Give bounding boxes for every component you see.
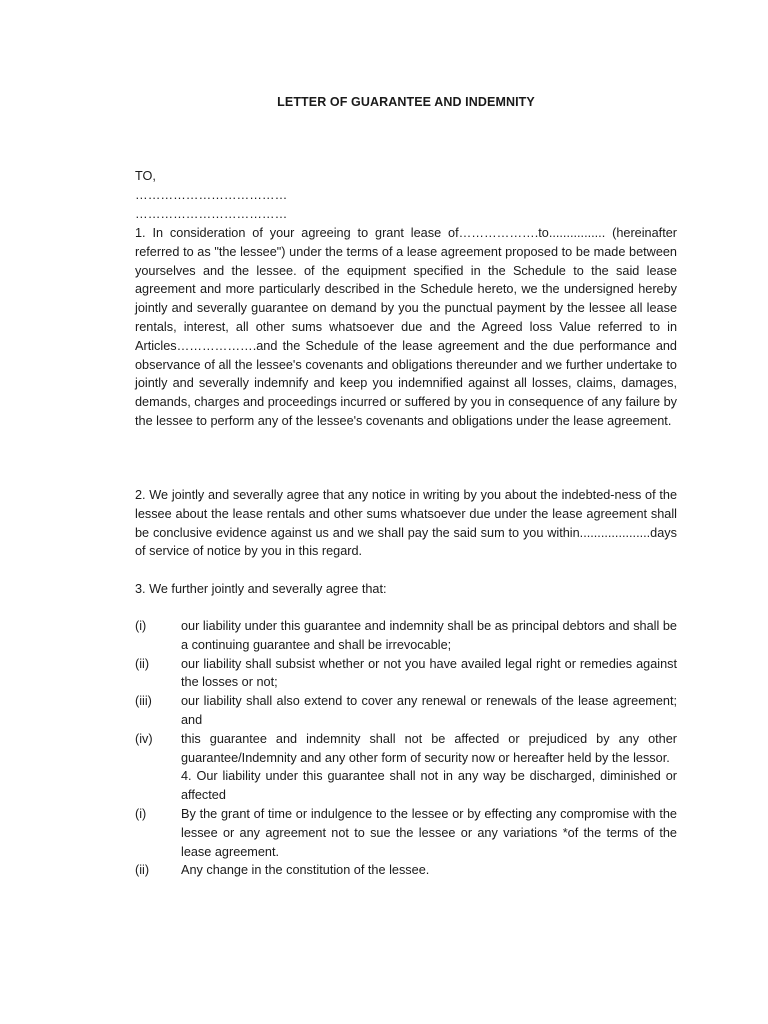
list-item-text: this guarantee and indemnity shall not be affected or prejudiced by any other guarantee/Indemnity and any other form of security now or hereafter held by the lessor. [181,731,677,765]
agreement-list [135,617,677,880]
list-item [135,861,677,880]
list-item-number: (ii) [135,863,150,878]
list-item-text: our liability under this guarantee and indemnity shall be as principal debtors and shall be a continuing guarantee and shall be irrevocable; [181,619,677,652]
list-item-number: (i) [135,806,147,821]
list-item-number: (ii) [135,656,150,671]
list-item-text: our liability shall also extend to cover any renewal or renewals of the lease agreement; and [181,694,677,727]
paragraph-3: 3. We further jointly and severally agree that: [135,582,387,596]
address-line-2: ……………………………… [135,206,288,221]
list-item-number: (iv) [135,731,153,746]
list-item [135,692,677,730]
list-item-text: our liability shall subsist whether or not you have availed legal right or remedies against the losses or not; [181,656,677,690]
to-label: TO, [135,169,156,183]
address-line-1: ……………………………… [135,187,288,202]
addressee-block [135,167,677,223]
list-item [135,617,677,655]
list-item-text: By the grant of time or indulgence to the lessee or by effecting any compromise with the lessee or any agreement not to sue the lessee or any variations *of the terms of the lease agreement. [181,806,677,859]
list-item [135,655,677,693]
paragraph-4: 4. Our liability under this guarantee shall not in any way be discharged, diminished or affected [181,769,677,803]
list-item [135,805,677,861]
document-title: LETTER OF GUARANTEE AND INDEMNITY [277,95,535,109]
list-item-number: (i) [135,619,147,633]
paragraph-1: 1. In consideration of your agreeing to grant lease of……………….to................ (hereinafter referred to as "the lessee") under the terms of a lease agreement proposed to be made between yourselves and the lessee. of the equipment specified in the Schedule to the said lease agreement and more particularly described in the Schedule hereto, we the undersigned hereby jointly and severally guarantee on demand by you the punctual payment by the lessee all lease rentals, interest, all other sums whatsoever due and the Agreed loss Value referred to in Articles……………….and the Schedule of the lease agreement and the due performance and observance of all the lessee's covenants and obligations thereunder and we further undertake to jointly and severally indemnify and keep you indemnified against all losses, claims, damages, demands, charges and proceedings incurred or suffered by you in consequence of any failure by the lessee to perform any of the lessee's covenants and obligations under the lease agreement. [135,226,677,428]
list-item [135,730,677,768]
list-item-text: Any change in the constitution of the lessee. [181,863,430,878]
paragraph-2: 2. We jointly and severally agree that any notice in writing by you about the indebted-ness of the lessee about the lease rentals and other sums whatsoever due under the lease agreement shall be conclusive evidence against us and we shall pay the said sum to you within....................days of service of notice by you in this regard. [135,488,677,559]
list-item-number: (iii) [135,694,152,709]
